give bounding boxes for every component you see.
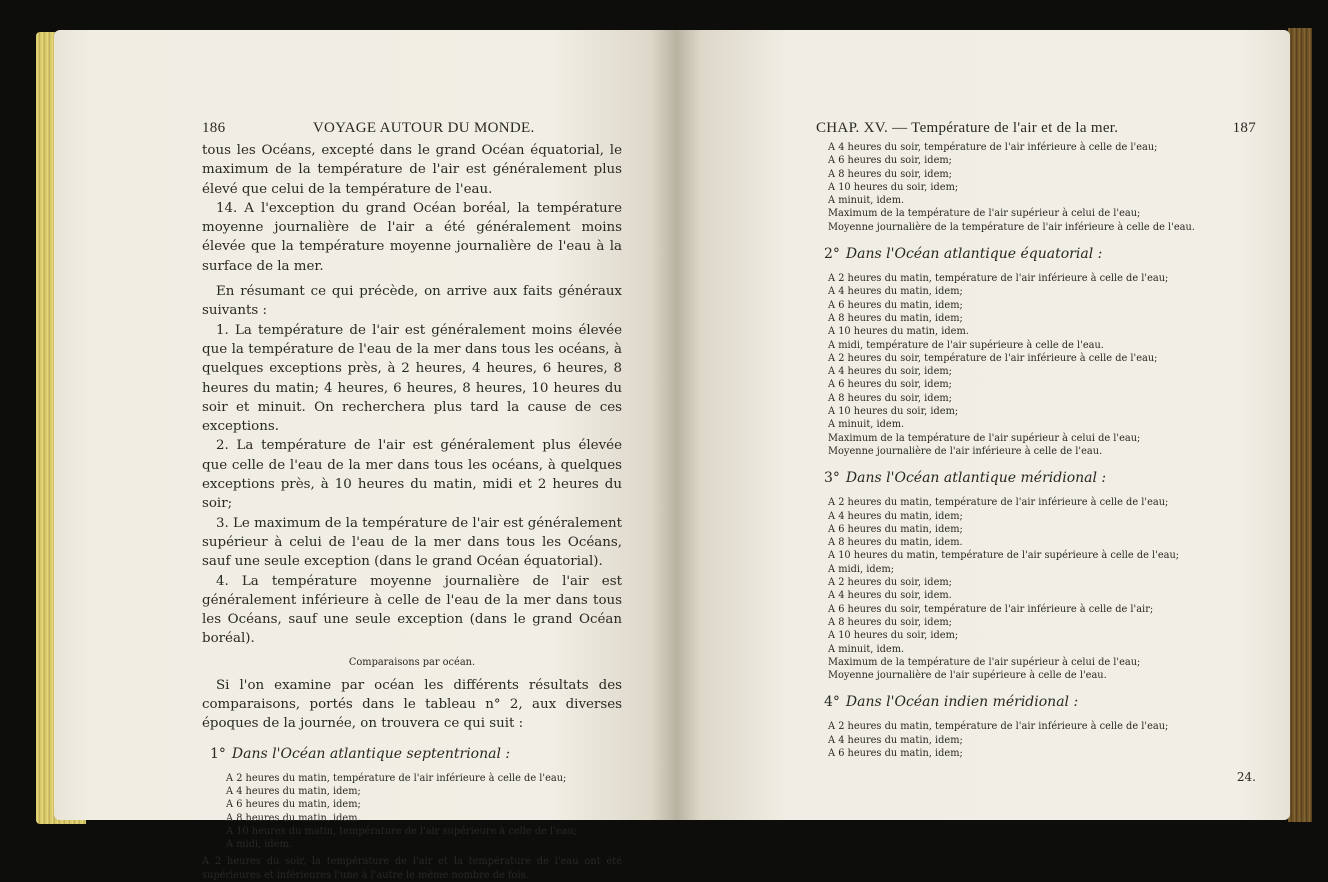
list-item: A 8 heures du soir, idem;: [828, 616, 952, 628]
right-page-content: [816, 120, 1256, 784]
list-item: A 2 heures du matin, température de l'air inférieure à celle de l'eau;: [828, 273, 1169, 285]
list-item: A 4 heures du soir, idem.: [828, 590, 952, 602]
list-item: Maximum de la température de l'air supérieur à celui de l'eau;: [828, 656, 1141, 668]
list-item: A 10 heures du soir, idem;: [828, 181, 959, 193]
paragraph: 1. La température de l'air est généralement moins élevée que la température de l'eau de la mer dans tous les océans, à quelques exceptions près, à 2 heures, 4 heures, 6 heures, 8 heures du matin; 4 heures, 6 heures, 8 heures, 10 heures du soir et minuit. On recherchera plus tard la cause de ces exceptions.: [202, 322, 622, 435]
paragraph: 3. Le maximum de la température de l'air est généralement supérieur à celui de l'eau de la mer dans tous les Océans, sauf une seule exception (dans le grand Océan équatorial).: [202, 515, 622, 570]
list-item: A minuit, idem.: [828, 419, 905, 431]
observation-list: [828, 720, 1256, 760]
section-heading: [210, 746, 622, 762]
list-item: A 2 heures du matin, température de l'air inférieure à celle de l'eau;: [828, 721, 1169, 733]
paragraph: En résumant ce qui précède, on arrive aux faits généraux suivants :: [202, 284, 622, 319]
list-item: A midi, idem;: [828, 563, 895, 575]
section-heading: [824, 694, 1256, 710]
section-number: 4°: [824, 694, 840, 711]
list-item: A 4 heures du matin, idem;: [226, 785, 361, 797]
list-item: Moyenne journalière de l'air inférieure à celle de l'eau.: [828, 445, 1103, 457]
observation-list: [828, 141, 1256, 234]
section-title: Dans l'Océan atlantique équatorial :: [845, 246, 1103, 263]
list-item: A 8 heures du matin, idem.: [828, 537, 963, 549]
paragraph: 14. A l'exception du grand Océan boréal, la température moyenne journalière de l'air a été généralement moins élevée que la température moyenne journalière de l'eau à la surface de la mer.: [202, 200, 622, 274]
list-item: A minuit, idem.: [828, 643, 905, 655]
list-item: A 6 heures du soir, température de l'air inférieure à celle de l'air;: [828, 603, 1154, 615]
list-item: A 8 heures du matin, idem;: [828, 312, 963, 324]
list-item: A 10 heures du soir, idem;: [828, 406, 959, 418]
list-item: A 10 heures du matin, idem.: [828, 326, 969, 338]
list-item: A 6 heures du matin, idem;: [226, 799, 361, 811]
left-page: [54, 30, 676, 881]
list-item: Moyenne journalière de la température de l'air inférieure à celle de l'eau.: [828, 221, 1195, 233]
list-item: A midi, idem.: [226, 839, 292, 851]
list-item: A 10 heures du matin, température de l'air supérieure à celle de l'eau;: [226, 825, 578, 837]
list-item: A 4 heures du soir, idem;: [828, 366, 952, 378]
book-spread: [26, 18, 1316, 881]
list-item: A 10 heures du matin, température de l'air supérieure à celle de l'eau;: [828, 550, 1180, 562]
list-item: A 6 heures du matin, idem;: [828, 299, 963, 311]
section-heading: [824, 470, 1256, 486]
observation-list: [828, 496, 1256, 682]
list-item: A 4 heures du matin, idem;: [828, 510, 963, 522]
right-running-head: [816, 120, 1256, 137]
list-item: A 6 heures du matin, idem;: [828, 523, 963, 535]
signature-mark: 24.: [1236, 770, 1256, 785]
list-item: Moyenne journalière de l'air supérieure à celle de l'eau.: [828, 670, 1107, 682]
list-item: A midi, température de l'air supérieure à celle de l'eau.: [828, 339, 1104, 351]
section-heading: [824, 246, 1256, 262]
section-title: Dans l'Océan atlantique septentrional :: [231, 745, 511, 762]
observation-list: [828, 272, 1256, 458]
right-page: [676, 30, 1290, 820]
list-item: A 2 heures du matin, température de l'air inférieure à celle de l'eau;: [828, 497, 1169, 509]
section-number: 2°: [824, 246, 840, 263]
list-item: A minuit, idem.: [828, 195, 905, 207]
list-item: A 8 heures du soir, idem;: [828, 392, 952, 404]
note: A 2 heures du soir, la température de l'air et la température de l'eau ont été supérieures et inférieures l'une à l'autre le même nombre de fois.: [202, 856, 622, 881]
paragraph: 2. La température de l'air est généralement plus élevée que celle de l'eau de la mer dans tous les océans, à quelques exceptions près, à 10 heures du matin, midi et 2 heures du soir;: [202, 438, 622, 512]
list-item: A 4 heures du matin, idem;: [828, 734, 963, 746]
page-number-right: 187: [1232, 120, 1256, 136]
list-item: A 2 heures du soir, idem;: [828, 577, 952, 589]
list-item: A 8 heures du soir, idem;: [828, 168, 952, 180]
paragraph: tous les Océans, excepté dans le grand Océan équatorial, le maximum de la température de l'air est généralement plus élevé que celui de la température de l'eau.: [202, 143, 622, 197]
subheading: Comparaisons par océan.: [348, 656, 476, 668]
list-item: A 10 heures du soir, idem;: [828, 630, 959, 642]
list-item: Maximum de la température de l'air supérieur à celui de l'eau;: [828, 432, 1141, 444]
list-item: A 2 heures du matin, température de l'air inférieure à celle de l'eau;: [226, 772, 567, 784]
list-item: A 6 heures du soir, idem;: [828, 155, 952, 167]
section-number: 1°: [210, 745, 226, 762]
observation-list: [226, 772, 622, 852]
section-title: Dans l'Océan indien méridional :: [845, 694, 1079, 711]
paragraph: 4. La température moyenne journalière de l'air est généralement inférieure à celle de l'eau de la mer dans tous les Océans, sauf une seule exception (dans le grand Océan boréal).: [202, 573, 622, 647]
section-title: Dans l'Océan atlantique méridional :: [845, 470, 1107, 487]
page-edges-right: [1288, 28, 1312, 822]
list-item: A 4 heures du matin, idem;: [828, 286, 963, 298]
running-title-right: CHAP. XV. — Température de l'air et de la mer.: [816, 120, 1119, 136]
list-item: A 6 heures du soir, idem;: [828, 379, 952, 391]
list-item: Maximum de la température de l'air supérieur à celui de l'eau;: [828, 208, 1141, 220]
list-item: A 8 heures du matin, idem.: [226, 812, 361, 824]
list-item: A 2 heures du soir, température de l'air inférieure à celle de l'eau;: [828, 352, 1158, 364]
list-item: A 4 heures du soir, température de l'air inférieure à celle de l'eau;: [828, 142, 1158, 153]
left-running-head: [202, 120, 622, 137]
left-page-content: [202, 120, 622, 882]
page-number-left: 186: [202, 120, 226, 136]
paragraph: Si l'on examine par océan les différents résultats des comparaisons, portés dans le tableau n° 2, aux diverses époques de la journée, on trouvera ce qui suit :: [202, 677, 622, 732]
list-item: A 6 heures du matin, idem;: [828, 747, 963, 759]
running-title-left: VOYAGE AUTOUR DU MONDE.: [312, 120, 535, 136]
section-number: 3°: [824, 470, 840, 487]
